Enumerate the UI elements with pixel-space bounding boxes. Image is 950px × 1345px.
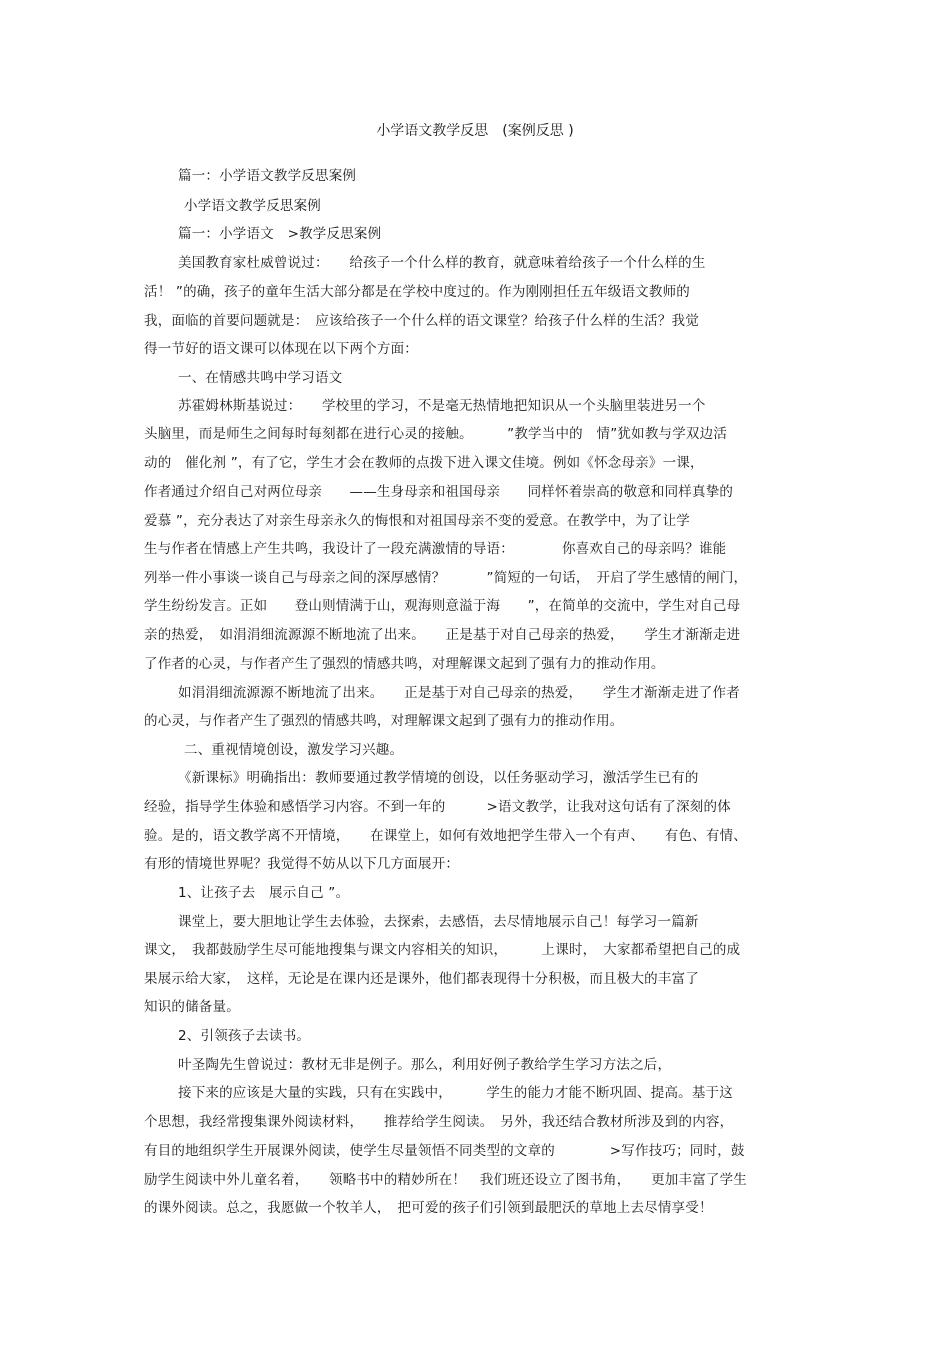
paragraph-line: 验。是的，语文教学离不开情境， 在课堂上，如何有效地把学生带入一个有声、 有色、有情、 — [144, 828, 747, 844]
paragraph-line: 美国教育家杜威曾说过： 给孩子一个什么样的教育，就意味着给孩子一个什么样的生 — [178, 255, 706, 271]
paragraph-line: 知识的储备量。 — [144, 999, 240, 1015]
paragraph-line: 果展示给大家， 这样，无论是在课内还是课外，他们都表现得十分积极，而且极大的丰富了 — [144, 971, 699, 987]
paragraph-line: 生与作者在情感上产生共鸣，我设计了一段充满激情的导语： 你喜欢自己的母亲吗？谁能 — [144, 541, 727, 557]
paragraph-line: 学生纷纷发言。正如 登山则情满于山，观海则意溢于海 ”，在简单的交流中，学生对自己母 — [144, 598, 741, 614]
paragraph-line: 得一节好的语文课可以体现在以下两个方面： — [144, 341, 418, 357]
paragraph-line: 个思想，我经常搜集课外阅读材料， 推荐给学生阅读。 另外，我还结合教材所涉及到的内容， — [144, 1114, 734, 1130]
section-heading: 二、重视情境创设，激发学习兴趣。 — [184, 742, 404, 758]
subsection-heading: 2、引领孩子去读书。 — [178, 1028, 311, 1044]
section-heading: 篇一：小学语文 >教学反思案例 — [178, 226, 382, 242]
paragraph-line: 的课外阅读。总之，我愿做一个牧羊人， 把可爱的孩子们引领到最肥沃的草地上去尽情享受！ — [144, 1200, 713, 1216]
subsection-heading: 1、让孩子去 展示自己 ”。 — [178, 885, 350, 901]
paragraph-line: 课堂上，要大胆地让学生去体验，去探索，去感悟，去尽情地展示自己！每学习一篇新 — [178, 914, 699, 930]
paragraph-line: 列举一件小事谈一谈自己与母亲之间的深厚感情？ ”简短的一句话， 开启了学生感情的闸门， — [144, 570, 748, 586]
paragraph-line: 我，面临的首要问题就是： 应该给孩子一个什么样的语文课堂？给孩子什么样的生活？我觉 — [144, 313, 699, 329]
paragraph-line: 接下来的应该是大量的实践，只有在实践中， 学生的能力才能不断巩固、提高。基于这 — [178, 1085, 733, 1101]
paragraph-line: 课文， 我都鼓励学生尽可能地搜集与课文内容相关的知识， 上课时， 大家都希望把自己的成 — [144, 942, 741, 958]
paragraph-line: 作者通过介绍自己对两位母亲 ——生身母亲和祖国母亲 同样怀着崇高的敬意和同样真挚的 — [144, 484, 734, 500]
subheading: 小学语文教学反思案例 — [184, 198, 321, 214]
section-heading: 篇一：小学语文教学反思案例 — [178, 168, 357, 184]
paragraph-line: 励学生阅读中外儿童名着， 领略书中的精妙所在！ 我们班还设立了图书角， 更加丰富了学生 — [144, 1172, 747, 1188]
document-title: 小学语文教学反思 (案例反思 ) — [376, 123, 574, 139]
paragraph-line: 有目的地组织学生开展课外阅读，使学生尽量领悟不同类型的文章的 >写作技巧；同时，鼓 — [144, 1143, 745, 1159]
paragraph-line: 经验，指导学生体验和感悟学习内容。不到一年的 >语文教学，让我对这句话有了深刻的体 — [144, 799, 731, 815]
paragraph-line: 《新课标》明确指出：教师要通过教学情境的创设，以任务驱动学习，激活学生已有的 — [178, 770, 699, 786]
paragraph-line: 苏霍姆林斯基说过： 学校里的学习，不是毫无热情地把知识从一个头脑里装进另一个 — [178, 398, 706, 414]
paragraph-line: 活！ ”的确，孩子的童年生活大部分都是在学校中度过的。作为刚刚担任五年级语文教师的 — [144, 284, 690, 300]
section-heading: 一、在情感共鸣中学习语文 — [178, 370, 343, 386]
paragraph-line: 有形的情境世界呢？我觉得不妨从以下几方面展开： — [144, 856, 460, 872]
paragraph-line: 如涓涓细流源源不断地流了出来。 正是基于对自己母亲的热爱， 学生才渐渐走进了作者 — [178, 685, 740, 701]
paragraph-line: 爱慕 ”，充分表达了对亲生母亲永久的悔恨和对祖国母亲不变的爱意。在教学中，为了让学 — [144, 513, 690, 529]
paragraph-line: 叶圣陶先生曾说过：教材无非是例子。那么，利用好例子教给学生学习方法之后， — [178, 1057, 672, 1073]
paragraph-line: 亲的热爱， 如涓涓细流源源不断地流了出来。 正是基于对自己母亲的热爱， 学生才渐渐走进 — [144, 627, 741, 643]
paragraph-line: 了作者的心灵，与作者产生了强烈的情感共鸣，对理解课文起到了强有力的推动作用。 — [144, 656, 665, 672]
paragraph-line: 的心灵，与作者产生了强烈的情感共鸣，对理解课文起到了强有力的推动作用。 — [144, 713, 624, 729]
paragraph-line: 动的 催化剂 ”，有了它，学生才会在教师的点拨下进入课文佳境。例如《怀念母亲》一课， — [144, 455, 704, 471]
paragraph-line: 头脑里，而是师生之间每时每刻都在进行心灵的接触。 ”教学当中的 情”犹如教与学双边活 — [144, 426, 728, 442]
